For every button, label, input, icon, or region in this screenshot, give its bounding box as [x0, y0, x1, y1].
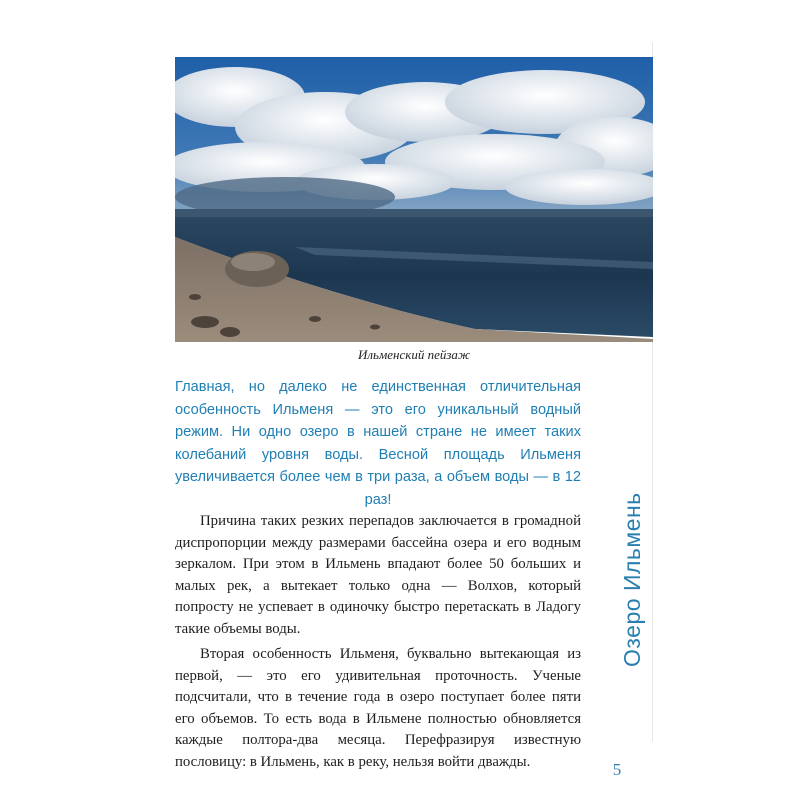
photo-caption: Ильменский пейзаж	[357, 347, 471, 362]
highlight-paragraph: Главная, но далеко не единственная отличительная особенность Ильменя — это его уникальный водный режим. Ни одно озеро в нашей стране не имеет таких колебаний уровня воды. Весной площадь Ильменя увеличивается более чем в три раза, а объем воды — в 12 раз!	[175, 379, 581, 508]
lake-landscape-image	[175, 57, 653, 342]
body-text	[175, 511, 581, 773]
page-number: 5	[612, 760, 622, 779]
lake-photo	[175, 57, 653, 342]
body-paragraph: Причина таких резких перепадов заключается в громадной диспропорции между размерами бассейна озера и его водным зеркалом. При этом в Ильмень впадают более 50 больших и малых рек, а вытекает только одна — Волхов, который попросту не успевает в одиночку быстро перетаскать в Ладогу такие объемы воды.	[175, 513, 581, 637]
side-running-title: Озеро Ильмень	[619, 492, 645, 667]
body-paragraph: Вторая особенность Ильменя, буквально вытекающая из первой, — это его удивительная проточность. Ученые подсчитали, что в течение года в озеро поступает более пяти его объемов. То есть вода в Ильмене полностью обновляется каждые полтора-два месяца. Перефразируя известную пословицу: в Ильмень, как в реку, нельзя войти дважды.	[175, 646, 581, 770]
